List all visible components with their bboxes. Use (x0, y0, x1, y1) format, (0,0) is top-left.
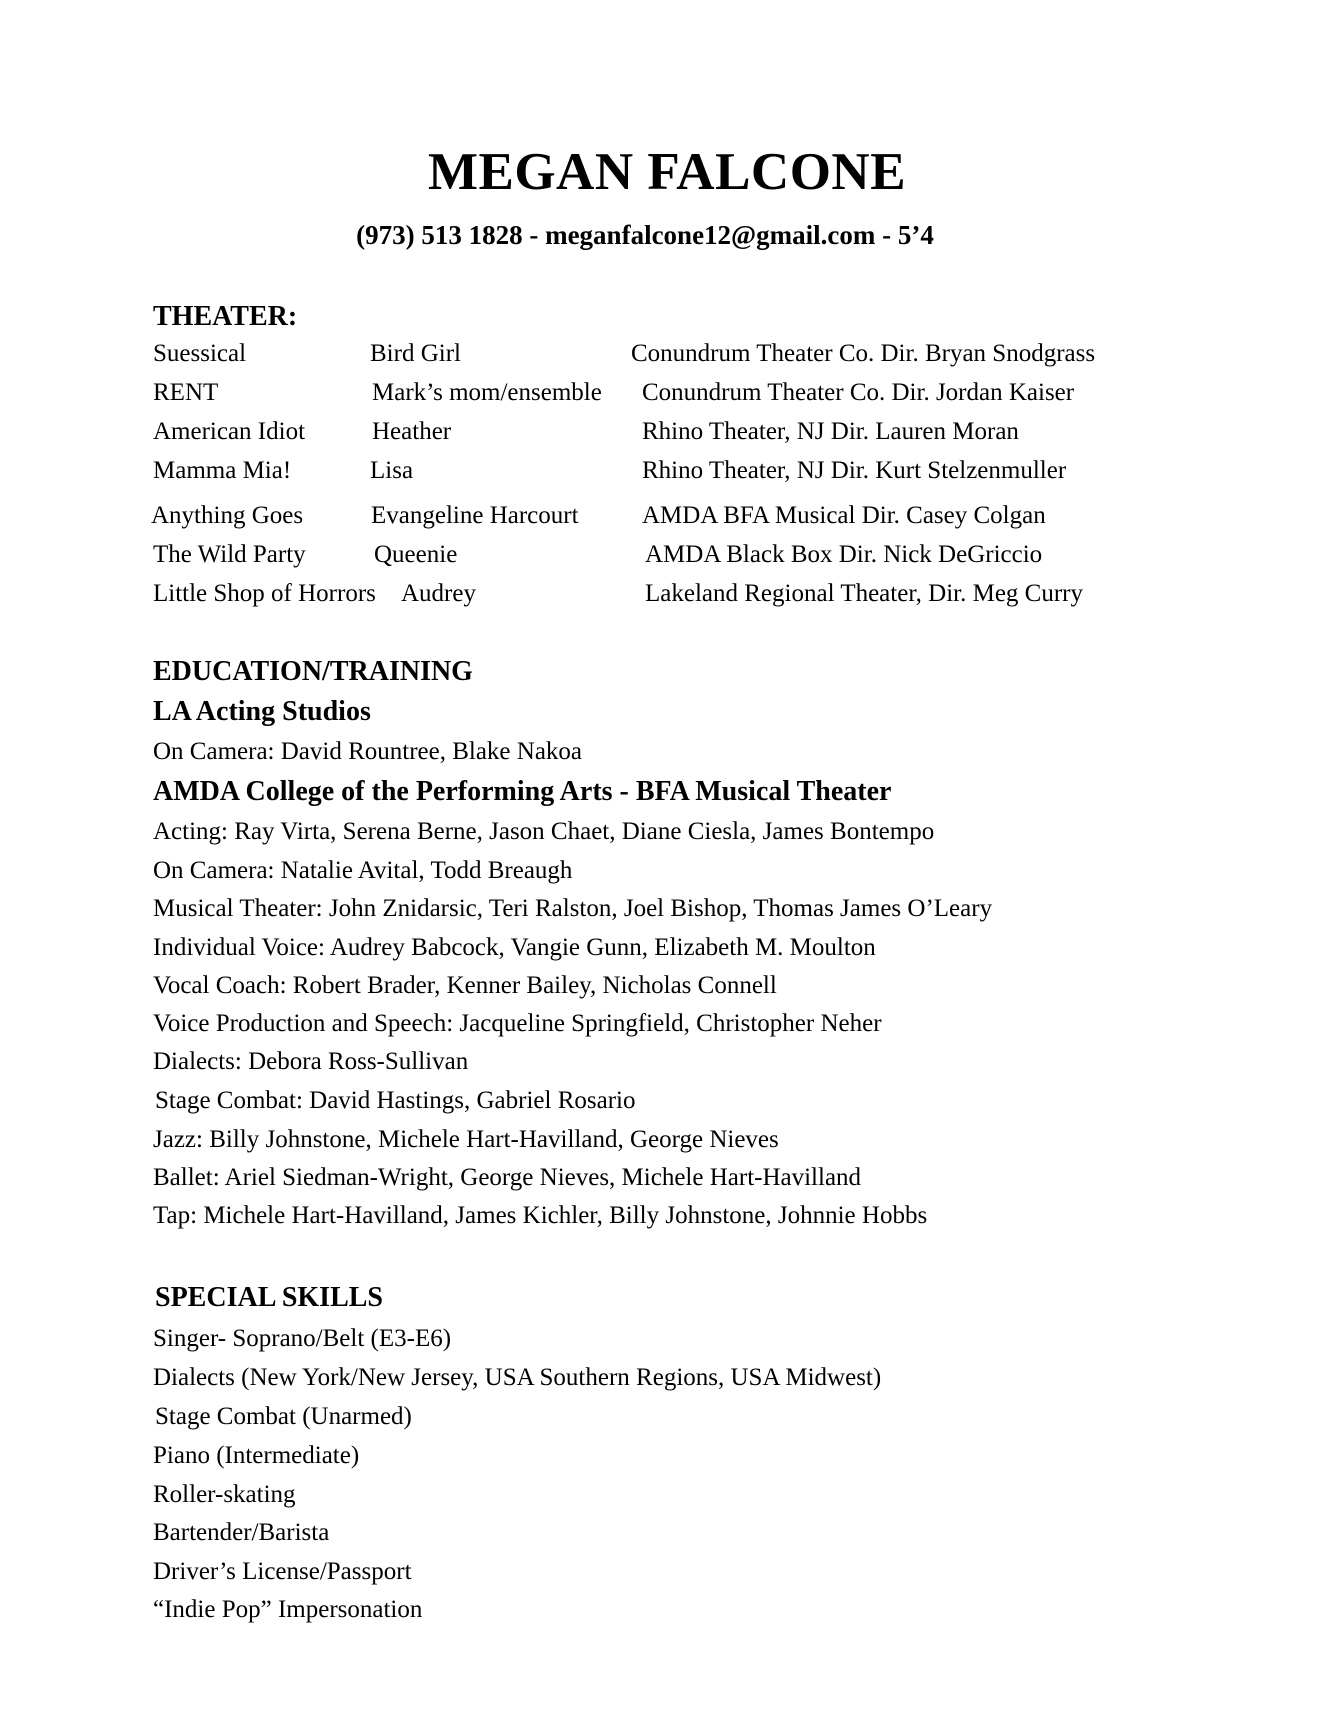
theater-role: Audrey (401, 580, 476, 607)
training-line: On Camera: David Rountree, Blake Nakoa (153, 738, 583, 765)
theater-role: Queenie (374, 541, 458, 568)
skill-item: Roller-skating (153, 1481, 296, 1508)
theater-show: Suessical (153, 340, 247, 367)
theater-role: Heather (372, 418, 452, 445)
skill-item: Singer- Soprano/Belt (E3-E6) (153, 1325, 452, 1352)
theater-company: AMDA Black Box Dir. Nick DeGriccio (645, 541, 1043, 568)
contact-info: (973) 513 1828 - meganfalcone12@gmail.com - 5’4 (356, 220, 934, 250)
theater-role: Lisa (370, 457, 414, 484)
training-line: Voice Production and Speech: Jacqueline Springfield, Christopher Neher (153, 1010, 882, 1037)
theater-show: Anything Goes (151, 502, 304, 529)
theater-company: AMDA BFA Musical Dir. Casey Colgan (642, 502, 1046, 529)
training-line: Tap: Michele Hart-Havilland, James Kichler, Billy Johnstone, Johnnie Hobbs (153, 1202, 928, 1229)
school-la-acting-studios: LA Acting Studios (153, 696, 371, 727)
theater-heading: THEATER: (153, 301, 298, 332)
training-line: Individual Voice: Audrey Babcock, Vangie Gunn, Elizabeth M. Moulton (153, 934, 876, 961)
theater-show: Mamma Mia! (153, 457, 292, 484)
resume-name: MEGAN FALCONE (427, 143, 907, 201)
theater-company: Rhino Theater, NJ Dir. Kurt Stelzenmuller (642, 457, 1067, 484)
training-line: Dialects: Debora Ross-Sullivan (153, 1048, 469, 1075)
skill-item: Driver’s License/Passport (153, 1558, 412, 1585)
theater-company: Rhino Theater, NJ Dir. Lauren Moran (642, 418, 1019, 445)
theater-show: Little Shop of Horrors (153, 580, 376, 607)
school-amda: AMDA College of the Performing Arts - BFA Musical Theater (153, 776, 892, 807)
training-line: Jazz: Billy Johnstone, Michele Hart-Havilland, George Nieves (153, 1126, 779, 1153)
theater-role: Mark’s mom/ensemble (372, 379, 602, 406)
theater-role: Evangeline Harcourt (371, 502, 579, 529)
theater-show: The Wild Party (153, 541, 306, 568)
theater-company: Lakeland Regional Theater, Dir. Meg Curry (645, 580, 1083, 607)
skill-item: Dialects (New York/New Jersey, USA Southern Regions, USA Midwest) (153, 1364, 882, 1391)
skill-item: Piano (Intermediate) (153, 1442, 360, 1469)
theater-company: Conundrum Theater Co. Dir. Jordan Kaiser (642, 379, 1075, 406)
theater-role: Bird Girl (370, 340, 461, 367)
training-line: Stage Combat: David Hastings, Gabriel Rosario (155, 1087, 636, 1114)
training-line: Vocal Coach: Robert Brader, Kenner Bailey, Nicholas Connell (153, 972, 777, 999)
education-heading: EDUCATION/TRAINING (153, 656, 473, 687)
training-line: Ballet: Ariel Siedman-Wright, George Nieves, Michele Hart-Havilland (153, 1164, 862, 1191)
skill-item: “Indie Pop” Impersonation (153, 1596, 423, 1623)
theater-company: Conundrum Theater Co. Dir. Bryan Snodgrass (631, 340, 1096, 367)
training-line: On Camera: Natalie Avital, Todd Breaugh (153, 857, 573, 884)
skill-item: Stage Combat (Unarmed) (155, 1403, 412, 1430)
theater-show: RENT (153, 379, 219, 406)
training-line: Musical Theater: John Znidarsic, Teri Ralston, Joel Bishop, Thomas James O’Leary (153, 895, 993, 922)
theater-show: American Idiot (153, 418, 306, 445)
skill-item: Bartender/Barista (153, 1519, 330, 1546)
skills-heading: SPECIAL SKILLS (155, 1282, 383, 1313)
training-line: Acting: Ray Virta, Serena Berne, Jason Chaet, Diane Ciesla, James Bontempo (153, 818, 935, 845)
